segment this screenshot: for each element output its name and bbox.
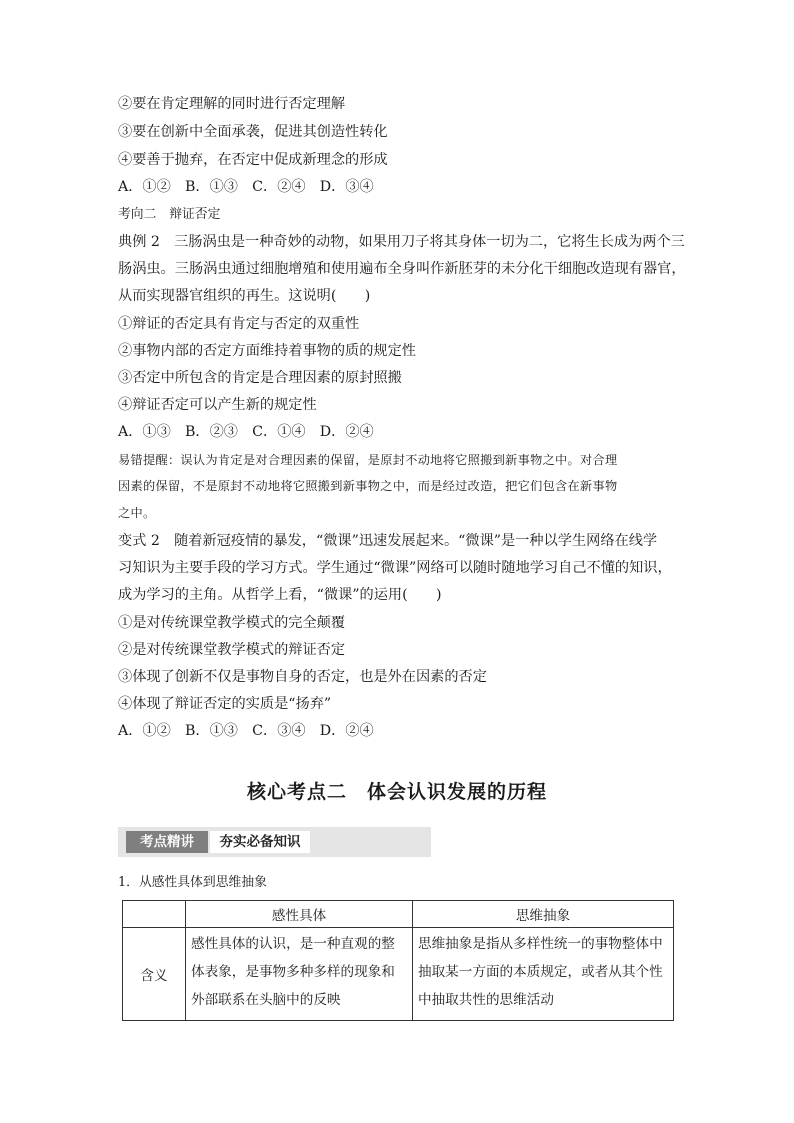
variant-2-option-2: ②是对传统课堂教学模式的辩证否定 xyxy=(118,642,346,658)
variant-2-option-3: ③体现了创新不仅是事物自身的否定，也是外在因素的否定 xyxy=(118,669,487,685)
subheading: 1．从感性具体到思维抽象 xyxy=(118,875,267,890)
error-tip-line-3: 之中。 xyxy=(118,506,156,520)
table-row-label: 含义 xyxy=(123,928,186,1021)
table-cell-abstract: 思维抽象是指从多样性统一的事物整体中抽取某一方面的本质规定，或者从其个性中抽取共性的思维活动 xyxy=(413,928,674,1021)
banner-tag: 考点精讲 xyxy=(126,831,208,853)
example-2-text-line-2: 肠涡虫。三肠涡虫通过细胞增殖和使用遍布全身叫作新胚芽的未分化干细胞改造现有器官， xyxy=(118,261,686,277)
example-2-option-2: ②事物内部的否定方面维持着事物的质的规定性 xyxy=(118,343,416,359)
answer-choices-3: A．①② B．①③ C．③④ D．②④ xyxy=(118,723,374,739)
answer-choices-1: A．①② B．①③ C．②④ D．③④ xyxy=(118,179,374,195)
example-2-option-1: ①辩证的否定具有肯定与否定的双重性 xyxy=(118,316,360,332)
example-2-text-line-3: 从而实现器官组织的再生。这说明( ) xyxy=(118,288,371,304)
table-header-abstract: 思维抽象 xyxy=(413,901,674,928)
topic-heading: 考向二 辩证否定 xyxy=(118,207,221,222)
error-tip-line-1: 易错提醒：误认为肯定是对合理因素的保留，是原封不动地将它照搬到新事物之中。对合理 xyxy=(118,453,618,467)
example-2-option-3: ③否定中所包含的肯定是合理因素的原封照搬 xyxy=(118,370,402,386)
table-header-perceptual: 感性具体 xyxy=(186,901,413,928)
table-cell-perceptual: 感性具体的认识，是一种直观的整体表象，是事物多种多样的现象和外部联系在头脑中的反映 xyxy=(186,928,413,1021)
banner-text: 夯实必备知识 xyxy=(210,831,310,853)
table-row xyxy=(123,928,674,1021)
table-header-blank xyxy=(123,901,186,928)
option-2-line: ②要在肯定理解的同时进行否定理解 xyxy=(118,96,346,112)
comparison-table xyxy=(122,900,674,1021)
example-2-text-line-1: 典例 2 三肠涡虫是一种奇妙的动物，如果用刀子将其身体一切为二，它将生长成为两个三 xyxy=(118,234,685,250)
variant-2-option-1: ①是对传统课堂教学模式的完全颠覆 xyxy=(118,615,346,631)
section-banner xyxy=(118,827,431,857)
answer-choices-2: A．①③ B．②③ C．①④ D．②④ xyxy=(118,424,374,440)
option-3-line: ③要在创新中全面承袭，促进其创造性转化 xyxy=(118,124,388,140)
example-2-option-4: ④辩证否定可以产生新的规定性 xyxy=(118,397,317,413)
variant-2-option-4: ④体现了辩证否定的实质是“扬弃” xyxy=(118,696,332,712)
table-header-row xyxy=(123,901,674,928)
variant-2-text-line-2: 习知识为主要手段的学习方式。学生通过“微课”网络可以随时随地学习自己不懂的知识， xyxy=(118,560,672,576)
variant-2-text-line-3: 成为学习的主角。从哲学上看，“微课”的运用( ) xyxy=(118,587,442,603)
option-4-line: ④要善于抛弃，在否定中促成新理念的形成 xyxy=(118,152,388,168)
section-title: 核心考点二 体会认识发展的历程 xyxy=(246,781,547,803)
variant-2-text-line-1: 变式 2 随着新冠疫情的暴发，“微课”迅速发展起来。“微课”是一种以学生网络在线学 xyxy=(118,533,658,549)
error-tip-line-2: 因素的保留，不是原封不动地将它照搬到新事物之中，而是经过改造，把它们包含在新事物 xyxy=(118,479,618,493)
